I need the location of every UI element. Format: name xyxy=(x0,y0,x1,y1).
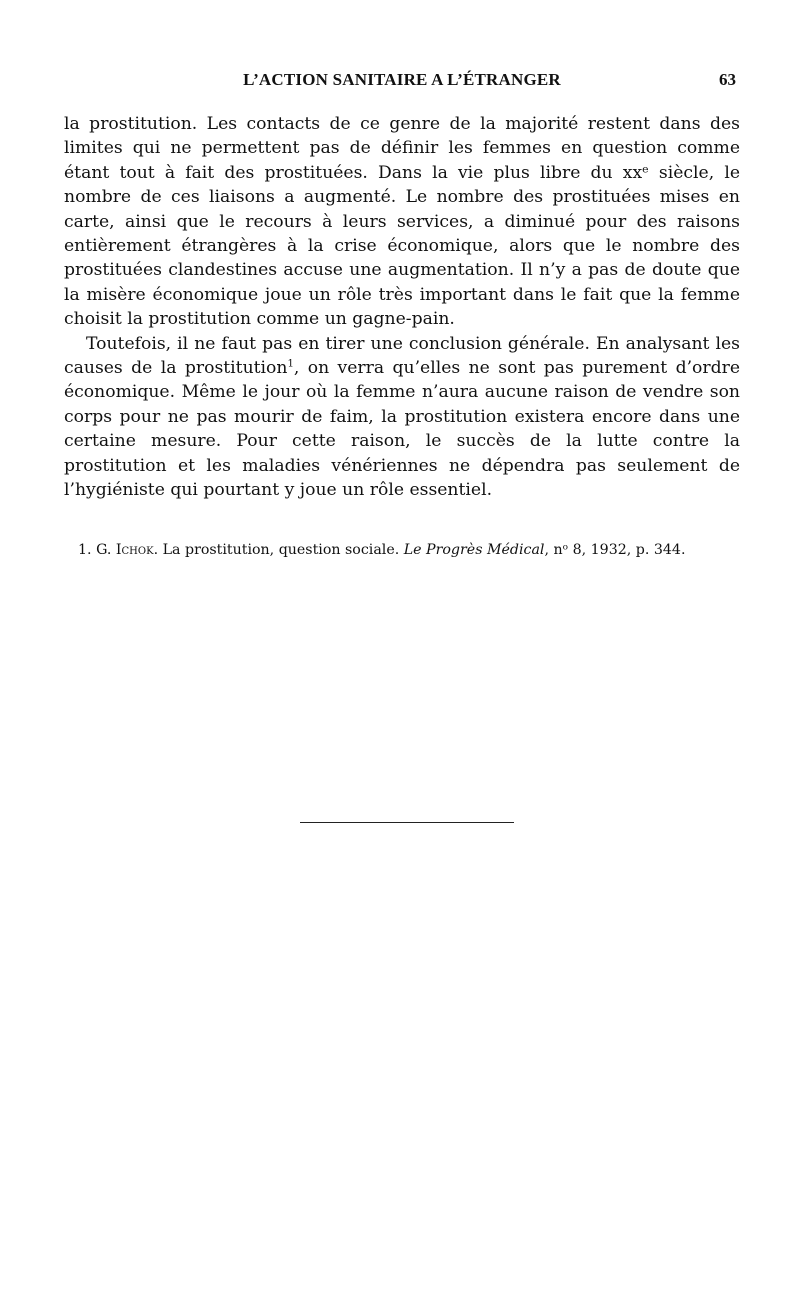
footnote-journal: Le Progrès Médical xyxy=(403,542,545,558)
paragraph-2 xyxy=(64,332,740,503)
running-head-title: L’ACTION SANITAIRE A L’ÉTRANGER xyxy=(243,70,561,89)
body-text xyxy=(64,112,740,503)
footnote-number: 1. xyxy=(78,542,92,558)
footnote-reference-marker: 1 xyxy=(287,358,294,370)
end-rule-divider xyxy=(300,822,514,823)
footnote-title: . La prostitution, question sociale. xyxy=(153,542,404,558)
page-number: 63 xyxy=(719,70,736,89)
paragraph-1: la prostitution. Les contacts de ce genre de la majorité restent dans des limites qui ne permettent pas de définir les femmes en question comme étant tout à fait des prostituées. Dans la vie plus libre du xxᵉ siècle, le nombre de ces liaisons a augmenté. Le nombre des prostituées mises en carte, ainsi que le recours à leurs services, a diminué pour des raisons entièrement étrangères à la crise économique, alors que le nombre des prostituées clandestines accuse une augmentation. Il n’y a pas de doute que la misère économique joue un rôle très important dans le fait que la femme choisit la prostitution comme un gagne-pain. xyxy=(64,114,740,330)
paragraph-2-text-end: , on verra qu’elles ne sont pas purement d’ordre économique. Même le jour où la femme n’aura aucune raison de vendre son corps pour ne pas mourir de faim, la prostitution existera encore dans une certaine mesure. Pour cette raison, le succès de la lutte contre la prostitution et les maladies vénériennes ne dépendra pas seulement de l’hygiéniste qui pourtant y joue un rôle essentiel. xyxy=(64,358,741,501)
running-head xyxy=(64,70,740,94)
footnote xyxy=(78,540,748,560)
paragraph-2-text-start: Toutefois, il ne faut pas en tirer une conclusion générale. En analysant les causes de la prostitution xyxy=(64,333,740,379)
footnote-details: , nᵒ 8, 1932, p. 344. xyxy=(544,542,686,558)
footnote-author-name: Ichok xyxy=(115,542,154,558)
footnote-author-initial: G. xyxy=(96,542,112,558)
